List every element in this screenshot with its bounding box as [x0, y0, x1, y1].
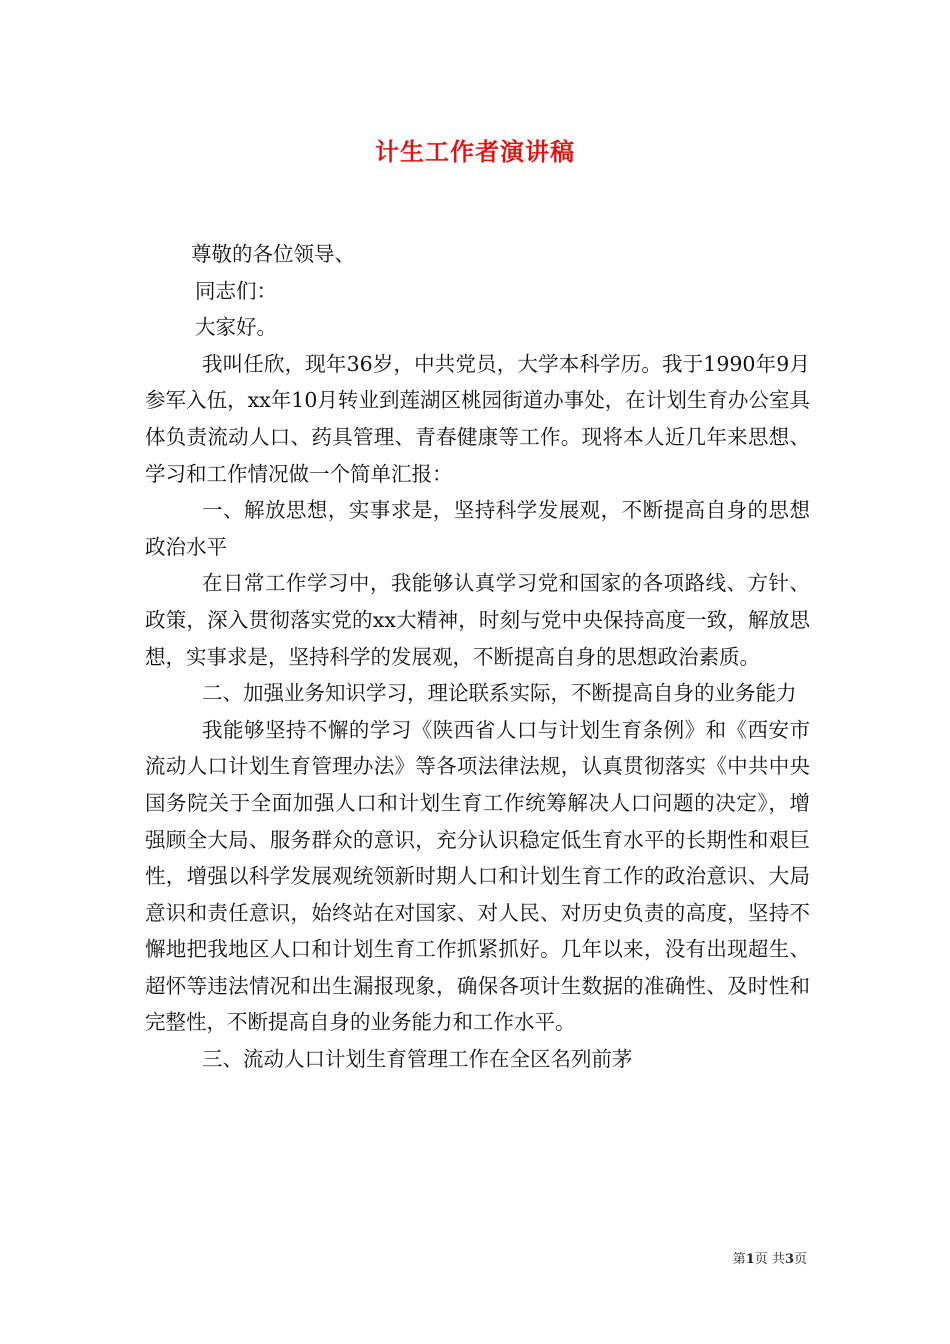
paragraph-section-2: 我能够坚持不懈的学习《陕西省人口与计划生育条例》和《西安市流动人口计划生育管理办法》等各项法律法规，认真贯彻落实《中共中央国务院关于全面加强人口和计划生育工作统筹解决人口问题的决定》，增强顾全大局、服务群众的意识，充分认识稳定低生育水平的长期性和艰巨性，增强以科学发展观统领新时期人口和计划生育工作的政治意识、大局意识和责任意识，始终站在对国家、对人民、对历史负责的高度，坚持不懈地把我地区人口和计划生育工作抓紧抓好。几年以来，没有出现超生、超怀等违法情况和出生漏报现象，确保各项计生数据的准确性、及时性和完整性，不断提高自身的业务能力和工作水平。 — [145, 717, 810, 1035]
salutation: 尊敬的各位领导、 — [191, 242, 355, 266]
paragraph-section-1: 在日常工作学习中，我能够认真学习党和国家的各项路线、方针、政策，深入贯彻落实党的xx大精神，时刻与党中央保持高度一致，解放思想，实事求是，坚持科学的发展观，不断提高自身的思想政治素质。 — [145, 571, 810, 669]
section-heading-2: 二、加强业务知识学习，理论联系实际，不断提高自身的业务能力 — [202, 681, 797, 706]
page-number-footer — [733, 1248, 807, 1267]
document-body — [145, 236, 810, 1078]
section-heading-3: 三、流动人口计划生育管理工作在全区名列前茅 — [202, 1047, 633, 1072]
footer-suffix: 页 — [793, 1252, 807, 1267]
footer-total-pages: 3 — [784, 1252, 794, 1267]
paragraph-intro: 我叫任欣，现年36岁，中共党员，大学本科学历。我于1990年9月参军入伍，xx年10月转业到莲湖区桃园街道办事处，在计划生育办公室具体负责流动人口、药具管理、青春健康等工作。现将本人近几年来思想、学习和工作情况做一个简单汇报： — [145, 351, 810, 486]
footer-prefix: 第 — [732, 1252, 746, 1267]
document-title: 计生工作者演讲稿 — [375, 137, 575, 166]
greeting: 大家好。 — [195, 315, 277, 340]
footer-current-page: 1 — [745, 1252, 755, 1267]
address-line: 同志们： — [195, 278, 277, 303]
section-heading-1: 一、解放思想，实事求是，坚持科学发展观，不断提高自身的思想政治水平 — [145, 498, 810, 559]
footer-middle: 页 共 — [754, 1252, 785, 1267]
